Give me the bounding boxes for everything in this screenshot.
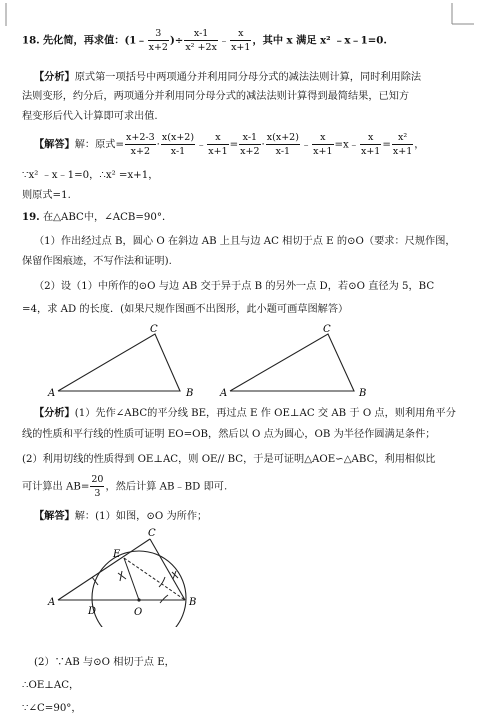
q18-paren-open: (1﹣	[124, 34, 147, 47]
sol-frac-6: $\frac{x}{x+1}$	[313, 132, 333, 157]
q19-number: 19.	[22, 211, 40, 223]
label-a: A	[48, 388, 56, 399]
label-a: A	[220, 388, 228, 399]
side-cb	[150, 539, 185, 600]
fig-label-o: O	[134, 607, 143, 618]
q19-part2-solution-line-1: (2）∵AB 与⊙O 相切于点 E，	[34, 657, 175, 668]
q18-solution-line: 【解答】解：原式= $\frac{x+2-3}{x+2}$ · $\frac{x(x+2)}{x-1}$ ﹣ $\frac{x}{x+1}$ = $\frac{x-1}{x+2}$ · $\frac{x(x+2)}{x-1}$ ﹣ $\frac{x}{x+1}$ =x﹣ $\frac{x}{x+1}$ = $\frac{\text{x²}}{x+1}$ ，	[34, 132, 425, 157]
analysis-tag: 【分析】	[34, 71, 75, 83]
arc-mark-2	[159, 577, 165, 587]
sol-frac-5: $\frac{x(x+2)}{x-1}$	[266, 132, 299, 157]
bisector-be	[124, 558, 185, 600]
q18-stem: 18. 先化简，再求值：(1﹣ $\frac{3}{x+2}$ )÷ $\frac{x-1}{\text{x² +2x}}$ ﹣ $\frac{x}{x+1}$ ，其中 x 满足 x² ﹣x﹣1=0.	[22, 28, 387, 53]
q19-solution-line-1: 【解答】解：(1）如图，⊙O 为所作；	[34, 510, 208, 522]
q18-result-line: 则原式=1.	[22, 190, 71, 201]
construction-figure	[0, 525, 481, 627]
sol-frac-4: $\frac{x-1}{x+2}$	[240, 132, 260, 157]
analysis-tag: 【分析】	[34, 407, 75, 419]
radius-oe	[124, 558, 139, 600]
label-c: C	[150, 324, 158, 335]
q19-part1-line-2: 保留作图痕迹，不写作法和证明).	[22, 256, 172, 267]
label-b: B	[359, 388, 367, 399]
q19-stem: 19. 在△ABC中，∠ACB=90°．	[22, 211, 173, 223]
sol-frac-7: $\frac{x}{x+1}$	[360, 132, 381, 157]
q19-part1-line-1: （1）作出经过点 B，圆心 O 在斜边 AB 上且与边 AC 相切于点 E 的⊙O（要求：尺规作图，	[34, 236, 456, 247]
q19-part2-solution-line-3: ∵∠C=90°，	[22, 703, 82, 714]
q19-analysis-line-1: 【分析】(1）先作∠ABC的平分线 BE，再过点 E 作 OE⊥AC 交 AB 于 O 点，则利用角平分	[34, 407, 456, 419]
ab-fraction: $\frac{20}{3}$	[91, 474, 104, 499]
label-c: C	[323, 324, 331, 335]
fig-label-c: C	[148, 528, 156, 539]
sol-frac-8: $\frac{\text{x²}}{x+1}$	[392, 132, 413, 157]
point-o	[137, 598, 140, 601]
q19-part2-line-2: =4，求 AD 的长度．(如果尺规作图画不出图形，此小题可画草图解答）	[22, 304, 349, 315]
fig-label-a: A	[48, 597, 56, 608]
triangle-right	[219, 324, 366, 399]
q18-analysis-line-3: 程变形后代入计算即可求出值.	[22, 111, 158, 122]
solution-tag: 【解答】	[34, 510, 75, 522]
q18-text-b: ，其中 x 满足 x² ﹣x﹣1=0.	[252, 34, 387, 47]
fig-label-e: E	[113, 549, 121, 560]
q18-analysis-line-2: 法则变形，约分后，两项通分并利用同分母分式的减法法则计算得到最简结果，已知方	[22, 91, 410, 102]
q18-frac-1: $\frac{3}{x+2}$	[148, 28, 168, 53]
fig-label-b: B	[189, 597, 197, 608]
arc-mark-3	[160, 595, 168, 603]
triangle-figures	[0, 320, 481, 400]
label-b: B	[186, 388, 194, 399]
q18-frac-2: $\frac{x-1}{\text{x² +2x}}$	[185, 28, 217, 53]
q19-part2-line-1: （2）设（1）中所作的⊙O 与边 AB 交于异于点 B 的另外一点 D，若⊙O 直径为 5，BC	[34, 281, 435, 292]
q18-analysis-line-1: 【分析】原式第一项括号中两项通分并利用同分母分式的减法法则计算，同时利用除法	[34, 71, 422, 83]
triangle-left	[47, 324, 193, 399]
q19-analysis-line-3: (2）利用切线的性质得到 OE⊥AC，则 OE// BC，于是可证明△AOE∽△ABC，利用相似比	[22, 454, 436, 465]
sol-frac-1: $\frac{x+2-3}{x+2}$	[126, 132, 155, 157]
sol-frac-2: $\frac{x(x+2)}{x-1}$	[161, 132, 195, 157]
arc-mark	[92, 577, 98, 585]
q18-paren-close: )÷	[169, 34, 184, 47]
sol-frac-3: $\frac{x}{x+1}$	[208, 132, 228, 157]
q18-number: 18.	[22, 34, 40, 47]
q19-analysis-line-2: 线的性质和平行线的性质可证明 EO=OB，然后以 O 点为圆心，OB 为半径作圆满足条件；	[22, 429, 436, 440]
fig-label-d: D	[88, 606, 97, 617]
q19-analysis-line-4: 可计算出 AB= $\frac{20}{3}$ ，然后计算 AB﹣BD 即可.	[22, 474, 228, 499]
q18-text-a: 先化简，再求值：	[42, 34, 125, 47]
cross-mark-2	[172, 571, 178, 579]
q18-frac-3: $\frac{x}{x+1}$	[231, 28, 251, 53]
q18-because-line: ∵x² ﹣x﹣1=0，∴x² =x+1，	[22, 170, 159, 181]
q19-part2-solution-line-2: ∴OE⊥AC，	[22, 680, 80, 691]
cross-mark	[118, 571, 126, 581]
solution-tag: 【解答】	[34, 138, 75, 151]
